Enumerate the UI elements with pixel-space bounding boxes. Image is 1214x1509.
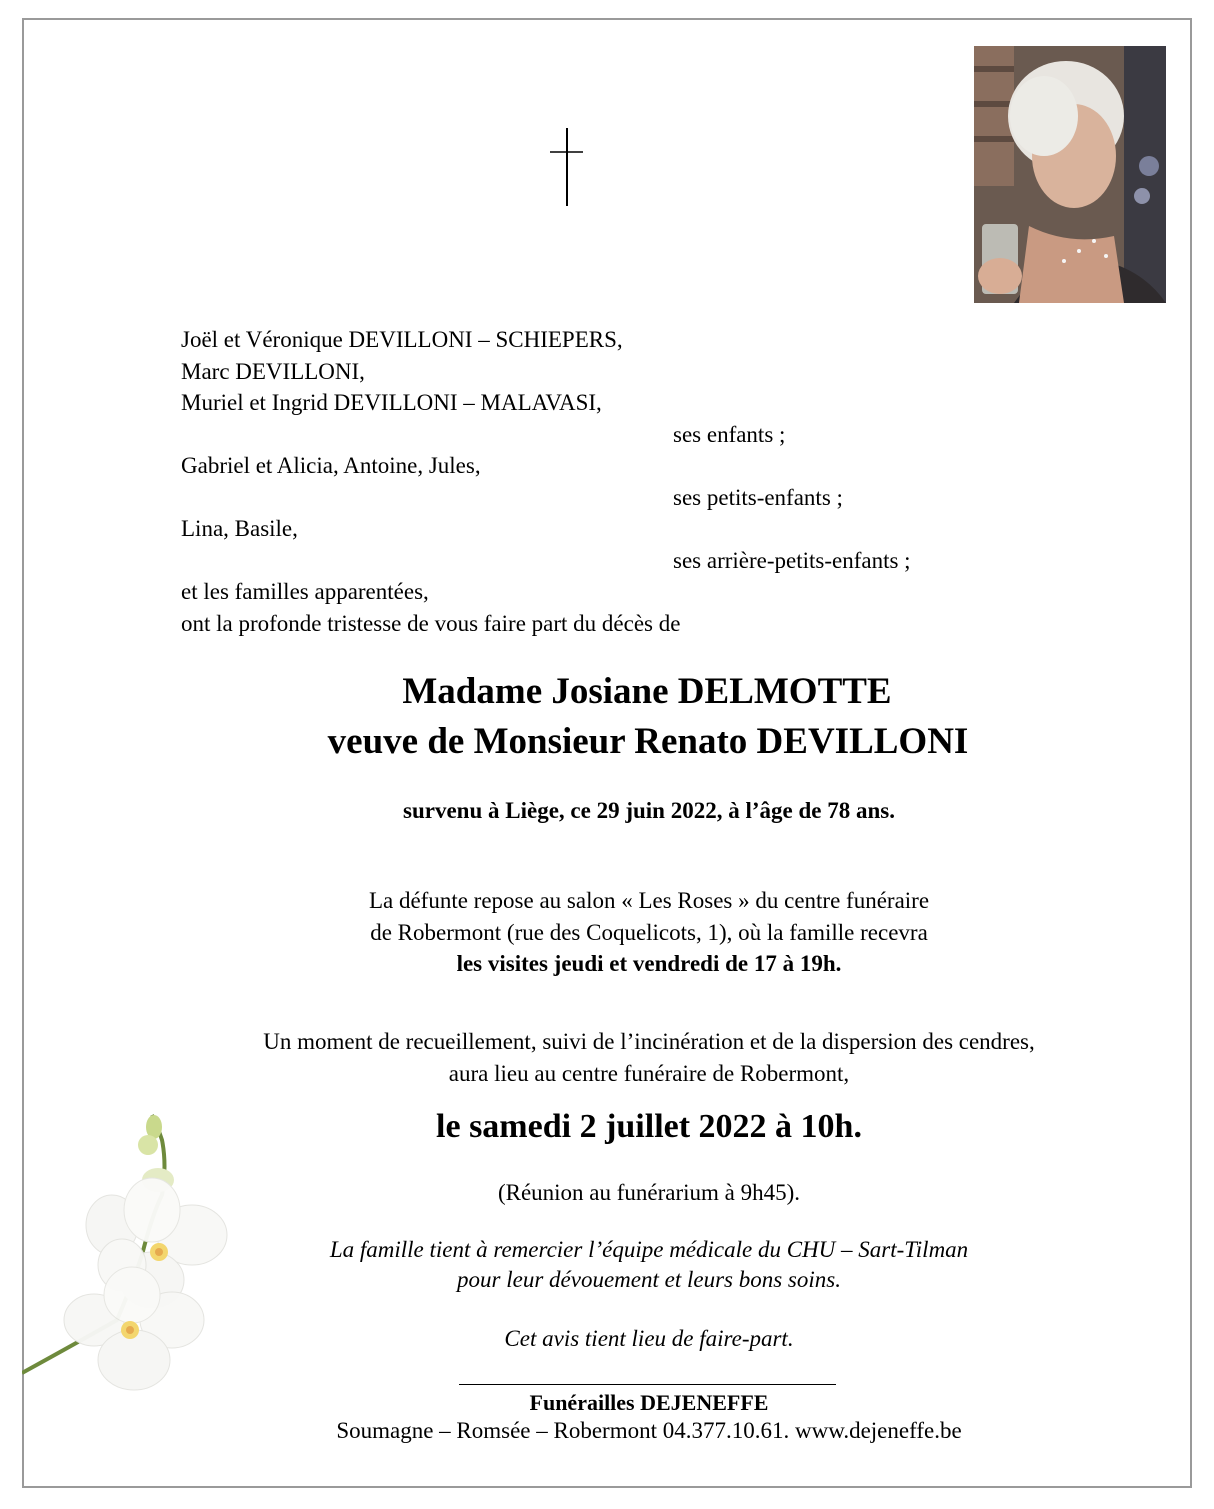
family-role: ses arrière-petits-enfants ;: [673, 547, 911, 573]
family-line: Muriel et Ingrid DEVILLONI – MALAVASI,: [181, 390, 602, 415]
ceremony-line: aura lieu au centre funéraire de Robermont,: [448, 1060, 850, 1086]
deceased-spouse: veuve de Monsieur Renato DEVILLONI: [327, 721, 969, 762]
family-line: et les familles apparentées,: [181, 579, 429, 604]
ceremony-date: le samedi 2 juillet 2022 à 10h.: [436, 1108, 862, 1145]
visitation-line: de Robermont (rue des Coquelicots, 1), où la famille recevra: [370, 919, 928, 945]
visitation-line: La défunte repose au salon « Les Roses » du centre funéraire: [368, 888, 930, 913]
cross-icon: [548, 128, 584, 206]
family-line: Joël et Véronique DEVILLONI – SCHIEPERS,: [181, 327, 623, 352]
family-line: ont la profonde tristesse de vous faire part du décès de: [181, 610, 681, 636]
death-details: survenu à Liège, ce 29 juin 2022, à l’âge de 78 ans.: [403, 798, 895, 823]
ceremony-info: [0, 1026, 1214, 1089]
deceased-name: Madame Josiane DELMOTTE: [402, 671, 892, 712]
ceremony-line: Un moment de recueillement, suivi de l’incinération et de la dispersion des cendres,: [263, 1029, 1035, 1054]
orchid-illustration: [22, 1105, 278, 1405]
family-announcement: [181, 324, 1041, 639]
family-role: ses enfants ;: [673, 421, 786, 447]
notice-text: Cet avis tient lieu de faire-part.: [504, 1326, 794, 1351]
thanks-line: pour leur dévouement et leurs bons soins.: [457, 1267, 841, 1292]
visitation-hours: les visites jeudi et vendredi de 17 à 19h.: [456, 951, 842, 976]
family-line: Gabriel et Alicia, Antoine, Jules,: [181, 453, 481, 478]
family-line: Lina, Basile,: [181, 516, 298, 541]
family-line: Marc DEVILLONI,: [181, 358, 365, 384]
funeral-home-contact: Soumagne – Romsée – Robermont 04.377.10.61. www.dejeneffe.be: [336, 1418, 962, 1443]
thanks-line: La famille tient à remercier l’équipe médicale du CHU – Sart-Tilman: [329, 1237, 969, 1262]
portrait-photo: [974, 46, 1166, 303]
visitation-info: [0, 885, 1214, 980]
funeral-home-name: Funérailles DEJENEFFE: [529, 1390, 769, 1415]
signature-divider: [459, 1384, 836, 1385]
meeting-time: (Réunion au funérarium à 9h45).: [497, 1180, 801, 1205]
family-role: ses petits-enfants ;: [673, 484, 843, 510]
